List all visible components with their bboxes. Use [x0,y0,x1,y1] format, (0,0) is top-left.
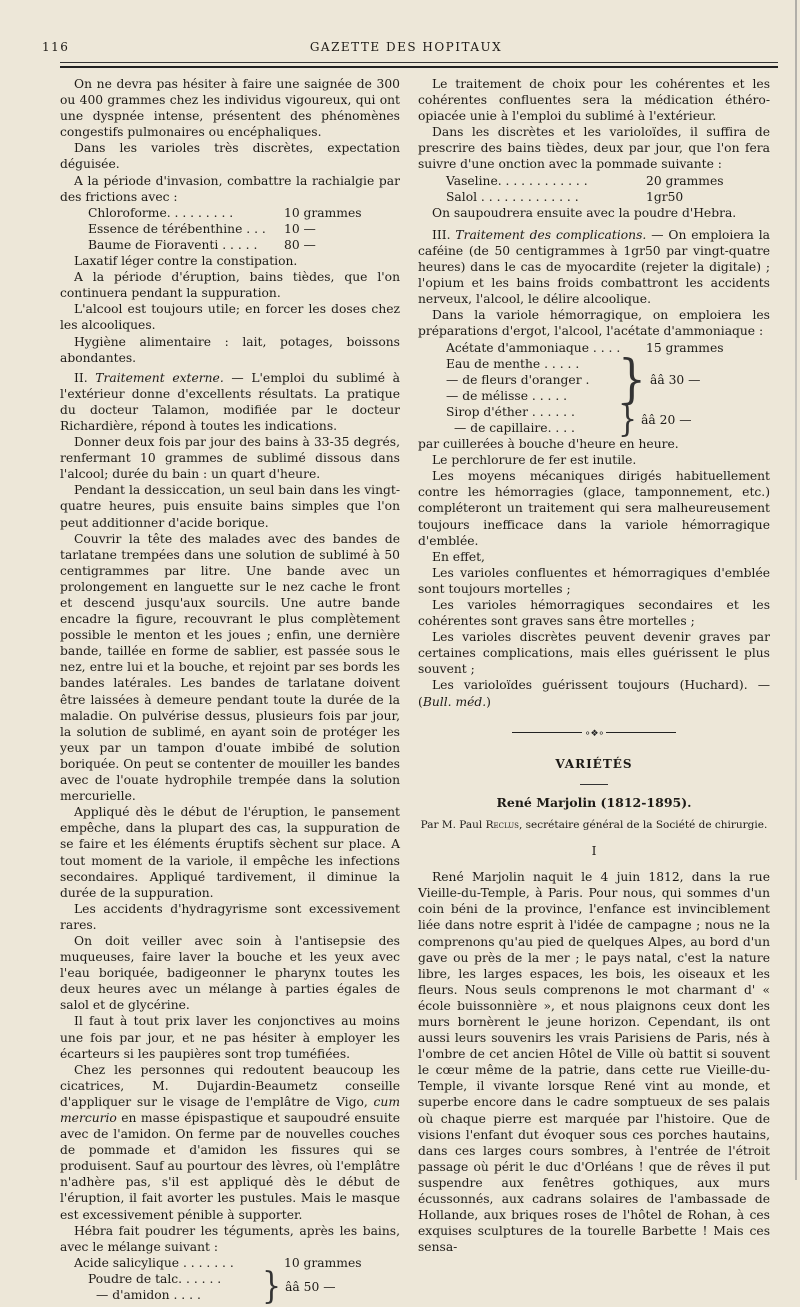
page-edge [795,0,797,1180]
paragraph: Chez les personnes qui redoutent beaucoup les cicatrices, M. Dujardin-Beaumetz conseille d'appliquer sur le visage de l'emplâtre de Vigo, cum mercurio en masse épispastique et saupoudré ensuite avec de l'amidon. On ferme par de nouvelles couches de pommade et d'amidon les fissures qui se produisent. Sauf au pourtour des lèvres, où l'emplâtre n'adhère pas, s'il est appliqué dès le début de l'éruption, il fait avorter les pustules. Mais le masque est excessivement pénible à supporter. [60,1062,400,1222]
section-heading-italic: Traitement externe. [95,370,224,385]
formula-group: Eau de menthe . . . . . — de fleurs d'oranger . — de mélisse . . . . . } ââ 30 — [446,348,701,410]
byline: Par M. Paul Reclus, secrétaire général de la Société de chirurgie. [420,818,768,831]
paragraph: III. Traitement des complications. — On emploiera la caféine (de 50 centigrammes à 1gr50 par vingt-quatre heures) dans le cas de myocardite (rejeter la digitale) ; l'opium et les bains froids combattront les accidents nerveux, l'alcool, le délire alcoolique. [418,227,771,307]
paragraph: Les accidents d'hydragyrisme sont excessivement rares. [60,901,400,932]
paragraph: A la période d'éruption, bains tièdes, que l'on continuera pendant la suppuration. [60,270,400,301]
paragraph: Le traitement de choix pour les cohérentes et les cohérentes confluentes sera la médication éthéro-opiacée unie à l'emploi du sublimé à l'extérieur. [418,77,770,124]
paragraph: René Marjolin naquit le 4 juin 1812, dans la rue Vieille-du-Temple, à Paris. Pour nous, qui sommes d'un coin béni de la province, l'enfance est invinciblement liée dans notre esprit à l'idée de campagne ; nous ne la comprenons qu'au pied de quelques Alpes, au bord d'un gave ou près de la mer ; le pays natal, c'est la nature libre, les larges espaces, les bois, les oiseaux et les fleurs. Nous seuls comprenons le mot charmant d' « école buissonnière », et nous plaignons ceux dont les murs bornèrent le jeune horizon. Cependant, ils ont aussi leurs souvenirs les vrais Parisiens de Paris, nés à l'ombre de cet ancien Hôtel de Ville où battit si souvent le cœur même de la patrie, dans cette rue Vieille-du-Temple, il vivante lorsque René vint au monde, et superbe encore dans le cadre somptueux de ses palais où chaque pierre est marquée par l'histoire. Que de visions l'enfant dut évoquer sous ces porches hautains, dans ces larges cours sombres, à l'entrée de l'étroit passage où périt le duc d'Orléans ! que de rêves il put suspendre aux fenêtres gothiques, aux murs écussonnés, aux cadrans solaires de l'ambassade de Hollande, aux briques roses de l'hôtel de Rohan, à ces exquises sculptures de la tourelle Barbette ! Mais ces sensa- [418,870,770,1255]
paragraph: On ne devra pas hésiter à faire une saignée de 300 ou 400 grammes chez les individus vigoureux, qui ont une dyspnée intense, présentent des phénomènes congestifs pulmonaires ou encéphaliques. [60,77,400,140]
formula-line: Chloroforme. . . . . . . . . 10 grammes [88,205,362,220]
paragraph: En effet, [432,549,485,564]
paragraph: Le perchlorure de fer est inutile. [432,453,637,468]
paragraph: Laxatif léger contre la constipation. [74,254,298,269]
header-rule-thick [60,66,778,68]
journal-title: GAZETTE DES HOPITAUX [309,40,503,54]
prescription-hemorrhagic [446,340,770,441]
paragraph: Dans les varioles très discrètes, expectation déguisée. [60,141,400,172]
formula-line: Acétate d'ammoniaque . . . . 15 grammes [446,340,724,355]
header-rule-thin [60,62,778,63]
formula-line: Salol . . . . . . . . . . . . . 1gr50 [446,189,684,204]
page-number: 116 [42,40,70,54]
paragraph: II. Traitement externe. — L'emploi du sublimé à l'extérieur donne d'excellents résultats. La pratique du docteur Talamon, modifiée par le docteur Richardière, répond à toutes les indications. [60,370,401,433]
paragraph: Les varioles discrètes peuvent devenir graves par certaines complications, mais elles guérissent le plus souvent ; [418,630,770,677]
page-header [42,40,770,58]
short-rule [580,784,608,785]
paragraph: Dans la variole hémorragique, on emploiera les préparations d'ergot, l'alcool, l'acétate d'ammoniaque : [418,308,770,339]
paragraph: Hygiène alimentaire : lait, potages, boissons abondantes. [60,334,400,365]
section-heading-italic: Traitement des complications. [455,227,647,242]
right-column [418,76,770,1255]
formula-line: Acide salicylique . . . . . . . 10 grammes [74,1255,362,1270]
paragraph: Il faut à tout prix laver les conjonctives au moins une fois par jour, et ne pas hésiter à employer les écarteurs si les paupières sont trop tuméfiées. [60,1014,400,1061]
prescription-friction [88,205,400,253]
paragraph: L'alcool est toujours utile; en forcer les doses chez les alcooliques. [60,302,400,333]
left-column [60,76,401,1307]
paragraph: Les moyens mécaniques dirigés habituellement contre les hémorragies (glace, tamponnement, etc.) compléteront un traitement qui sera malheureusement toujours inefficace dans la variole hémorragique d'emblée. [418,469,770,548]
paragraph: Pendant la dessiccation, un seul bain dans les vingt-quatre heures, puis ensuite bains simples que l'on peut additionner d'acide borique. [60,483,400,530]
paragraph: Les varioloïdes guérissent toujours (Huchard). — (Bull. méd.) [418,678,770,709]
section-title: VARIÉTÉS [555,756,633,771]
paragraph: Appliqué dès le début de l'éruption, le pansement empêche, dans la plupart des cas, la suppuration de se faire et les éléments éruptifs sèchent sur place. A tout moment de la variole, il empêche les infections secondaires. Appliqué tardivement, il diminue la durée de la suppuration. [60,805,400,900]
paragraph: On doit veiller avec soin à l'antisepsie des muqueuses, faire laver la bouche et les yeux avec l'eau boriquée, badigeonner le pharynx toutes les deux heures avec un mélange à parties égales de salol et de glycérine. [60,933,400,1013]
part-numeral: I [591,844,597,859]
brace-icon: } [618,398,638,441]
formula-group: Sirop d'éther . . . . . . — de capillaire. . . . } ââ 20 — [446,398,692,441]
paragraph: A la période d'invasion, combattre la rachialgie par des frictions avec : [60,173,400,204]
paragraph: Les varioles confluentes et hémorragiques d'emblée sont toujours mortelles ; [418,565,770,596]
paragraph: par cuillerées à bouche d'heure en heure. [418,437,679,452]
paragraph: On saupoudrera ensuite avec la poudre d'Hebra. [432,205,737,220]
prescription-hebra [74,1255,400,1307]
formula-line: Baume de Fioraventi . . . . . 80 — [88,237,316,252]
formula-line: Vaseline. . . . . . . . . . . . 20 grammes [446,173,724,188]
prescription-pommade [446,173,770,205]
ornament-divider: ⚬❖⚬ [418,724,770,742]
brace-icon: } [262,1265,282,1307]
article-title: René Marjolin (1812-1895). [496,794,692,810]
paragraph: Donner deux fois par jour des bains à 33-35 degrés, renfermant 10 grammes de sublimé dissous dans l'alcool; durée du bain : un quart d'heure. [60,435,400,482]
paragraph: Couvrir la tête des malades avec des bandes de tarlatane trempées dans une solution de sublimé à 50 centigrammes par litre. Une bande avec un prolongement en languette sur le nez cache le front et descend jusqu'aux sourcils. Une autre bande encadre la figure, recouvrant le plus complètement possible le menton et les joues ; enfin, une dernière bande, taillée en forme de sablier, est passée sous le nez, entre lui et la bouche, et rejoint par ses bords les bandes latérales. Les bandes de tarlatane doivent être laissées à demeure pendant toute la durée de la maladie. On pulvérise dessus, plusieurs fois par jour, la solution de sublimé, en ayant soin de protéger les yeux par un tampon d'ouate imbibé de solution boriquée. On peut se contenter de mouiller les bandes avec de l'ouate hydrophile trempée dans la solution mercurielle. [60,531,400,804]
formula-group: Poudre de talc. . . . . . — d'amidon . . . . } ââ 50 — [88,1265,336,1307]
paragraph: Hébra fait poudrer les téguments, après les bains, avec le mélange suivant : [60,1223,400,1254]
brace-icon: } [618,348,646,410]
formula-line: Essence de térébenthine . . . 10 — [88,221,316,236]
paragraph: Les varioles hémorragiques secondaires et les cohérentes sont graves sans être mortelles ; [418,598,770,629]
paragraph: Dans les discrètes et les varioloïdes, il suffira de prescrire des bains tièdes, deux par jour, que l'on fera suivre d'une onction avec la pommade suivante : [418,125,770,172]
